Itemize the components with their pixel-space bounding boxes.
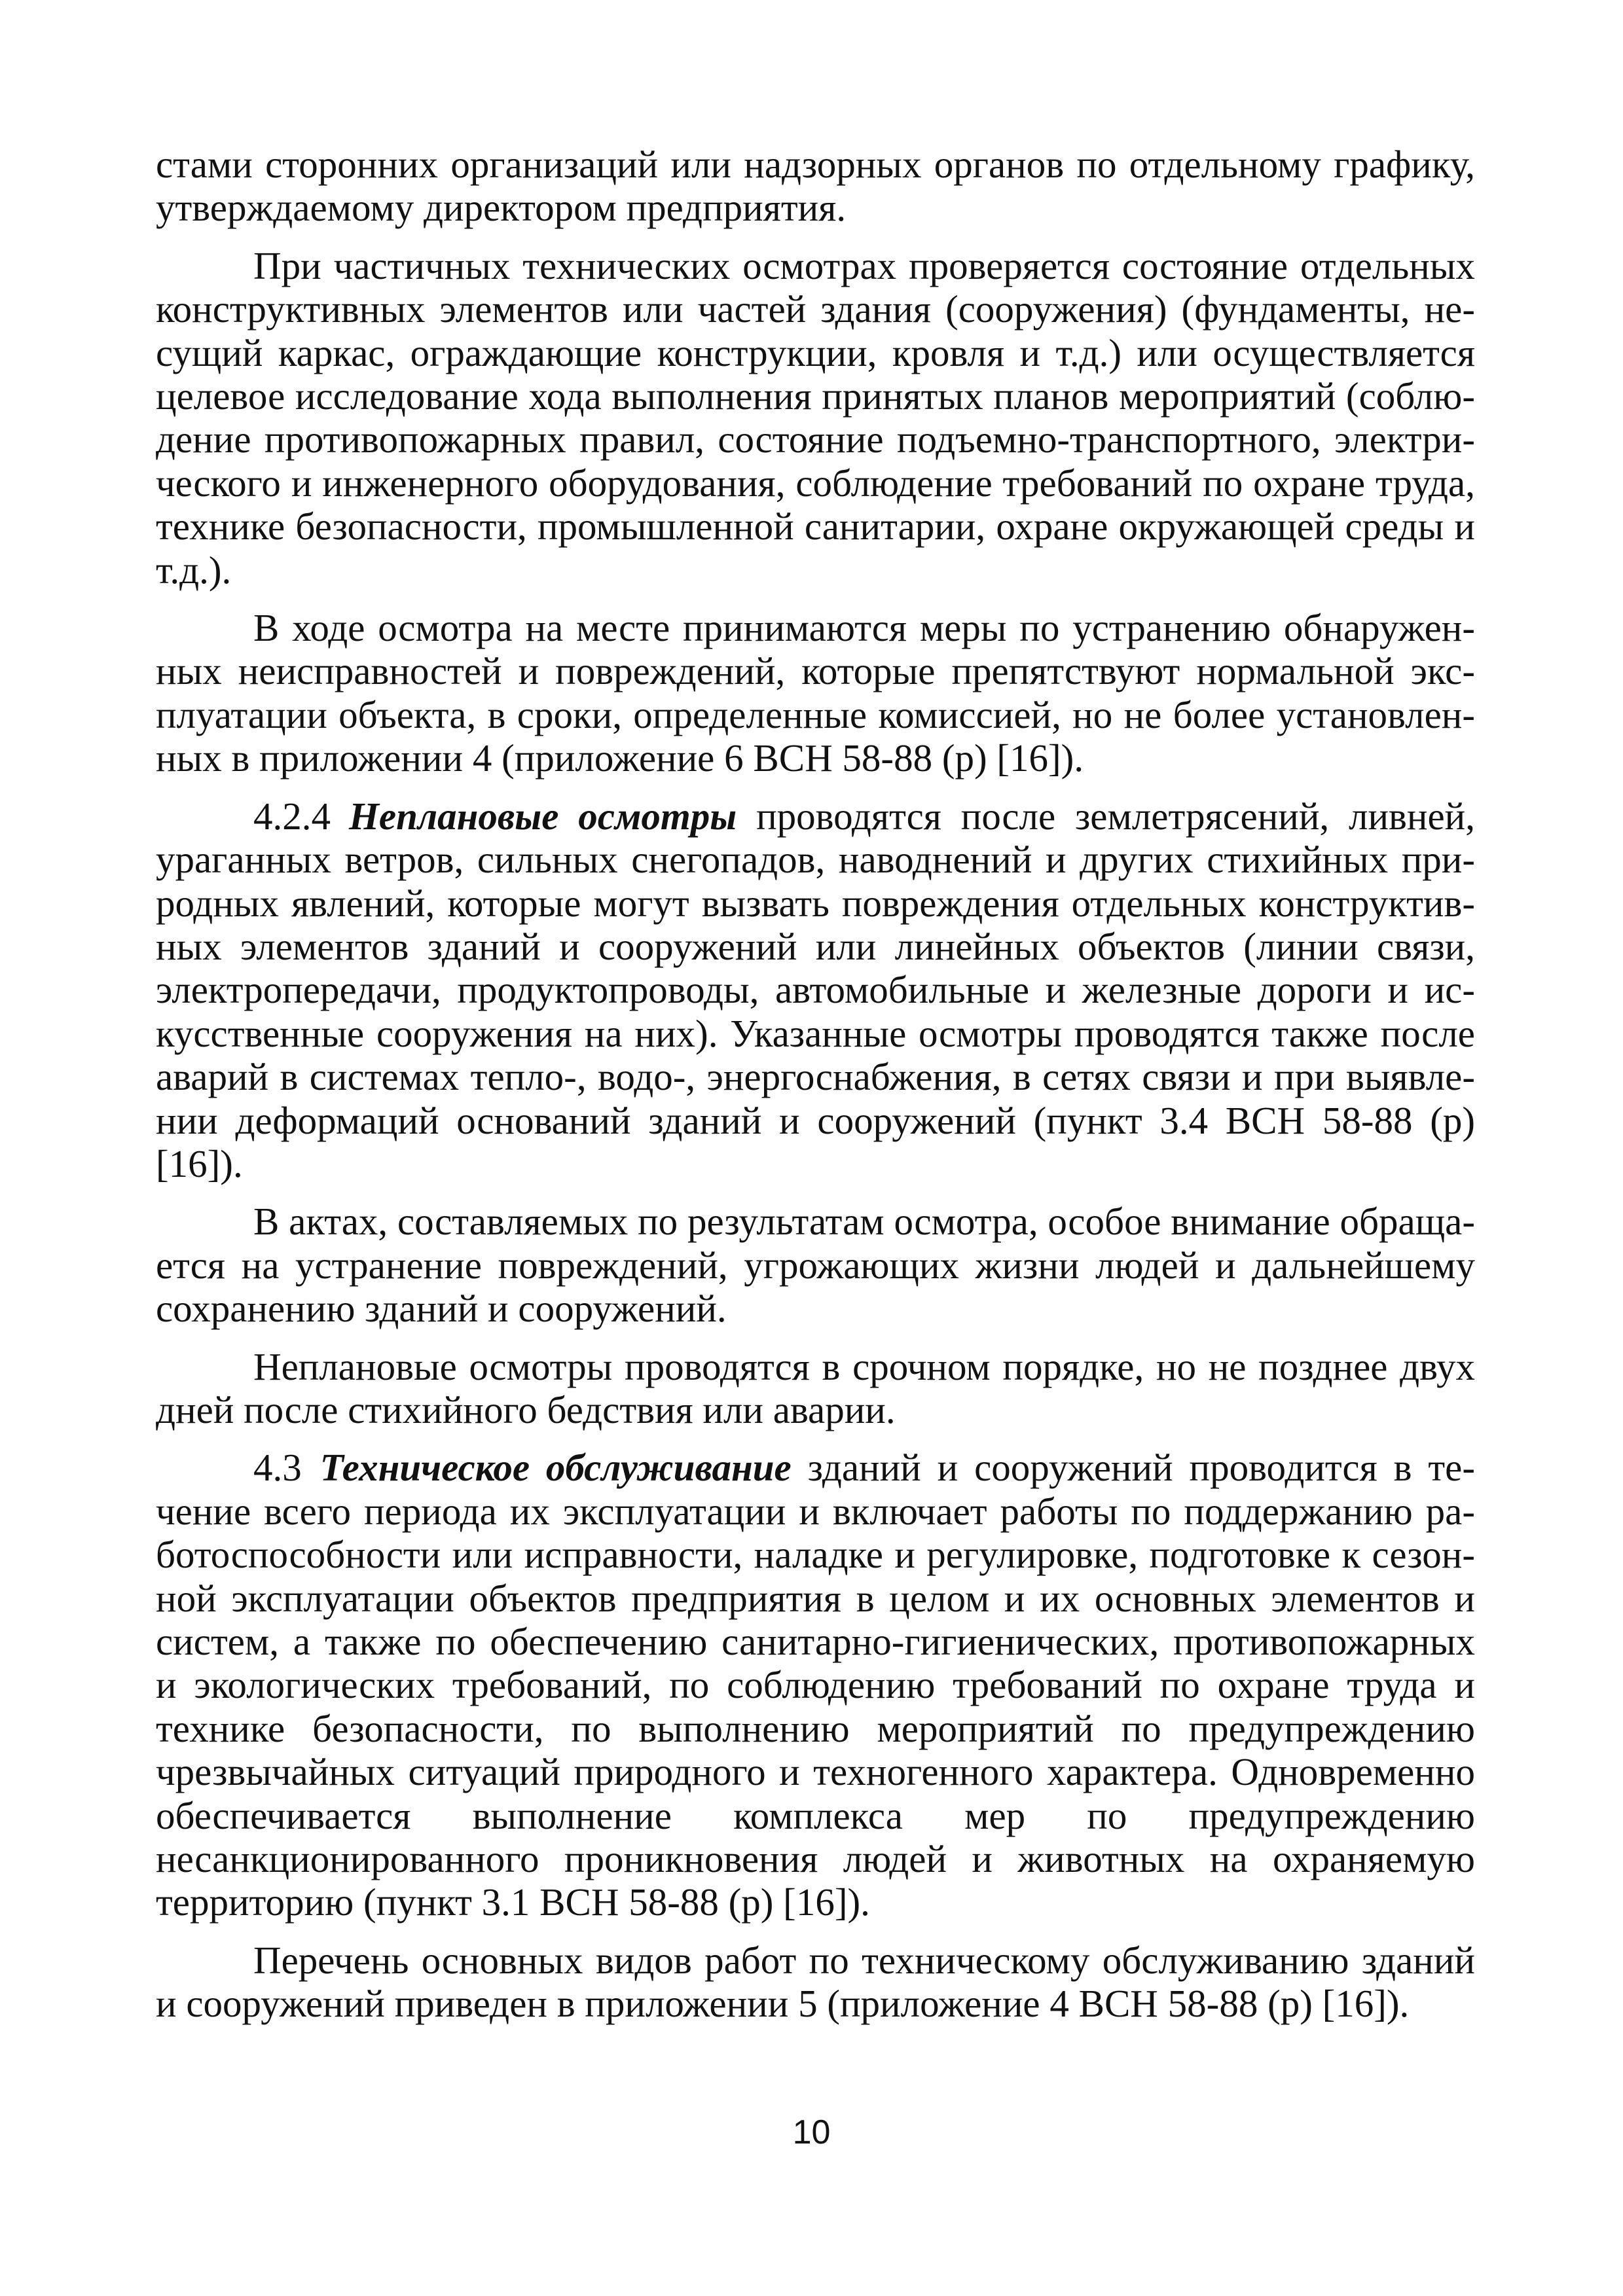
- paragraph-partial-inspections: [156, 244, 1475, 592]
- section-term: Техническое обслуживание: [319, 1446, 792, 1490]
- paragraph-text: Неплановые осмотры проводятся в срочном порядке, но не позднее двух дней после стихийного бедствия или аварии.: [156, 1344, 1475, 1431]
- section-4-2-4: [156, 795, 1475, 1186]
- paragraph-text: проводятся после землетрясений, ливней, ураганных ветров, сильных снегопадов, наводнений и других стихийных природных явлений, которые могут вызвать повреждения отдельных конструктивных элементов зданий и сооружений или линейных объектов (линии связи, электропередачи, продуктопроводы, автомобильные и железные дороги и искусственные сооружения на них). Указанные осмотры проводятся также после аварий в системах тепло-, водо-, энергоснабжения, в сетях связи и при выявлении деформаций оснований зданий и сооружений (пункт 3.4 ВСН 58-88 (р) [16]).: [156, 794, 1475, 1185]
- section-term: Неплановые осмотры: [349, 794, 737, 838]
- paragraph-text: В актах, составляемых по результатам осмотра, особое внимание обращается на устранение повреждений, угрожающих жизни людей и дальнейшему сохранению зданий и сооружений.: [156, 1200, 1475, 1331]
- section-number: 4.2.4: [253, 794, 331, 838]
- paragraph-inspection-acts: [156, 1200, 1475, 1330]
- paragraph-text: Перечень основных видов работ по техническому обслуживанию зданий и сооружений приведен в приложении 5 (приложение 4 ВСН 58-88 (р) [16]).: [156, 1938, 1475, 2026]
- paragraph-on-site-measures: [156, 606, 1475, 780]
- paragraph-text: стами сторонних организаций или надзорных органов по отдельному графику, утверждаемому директором предприятия.: [156, 143, 1475, 230]
- paragraph-urgent-inspections: [156, 1345, 1475, 1432]
- body-text: [156, 143, 1475, 2026]
- paragraph-text: зданий и сооружений проводится в течение всего периода их эксплуатации и включает работы по поддержанию работоспособности или исправности, наладке и регулировке, подготовке к сезонной эксплуатации объектов предприятия в целом и их основных элементов и систем, а также по обеспечению санитарно-гигиенических, противопожарных и экологических требований, по соблюдению требований по охране труда и технике безопасности, по выполнению мероприятий по предупреждению чрезвычайных ситуаций природного и техногенного характера. Одновременно обеспечивается выполнение комплекса мер по предупреждению несанкционированного проникновения людей и животных на охраняемую территорию (пункт 3.1 ВСН 58-88 (р) [16]).: [156, 1446, 1475, 1924]
- section-number: 4.3: [253, 1446, 302, 1490]
- paragraph-maintenance-list: [156, 1939, 1475, 2026]
- paragraph-text: При частичных технических осмотрах проверяется состояние отдельных конструктивных элементов или частей здания (сооружения) (фундаменты, несущий каркас, ограждающие конструкции, кровля и т.д.) или осуществляется целевое исследование хода выполнения принятых планов мероприятий (соблюдение противопожарных правил, состояние подъемно-транспортного, электрического и инженерного оборудования, соблюдение требований по охране труда, технике безопасности, промышленной санитарии, охране окружающей среды и т.д.).: [156, 243, 1475, 592]
- page-number: 10: [792, 2113, 831, 2151]
- section-4-3: [156, 1446, 1475, 1924]
- paragraph-text: В ходе осмотра на месте принимаются меры по устранению обнаруженных неисправностей и повреждений, которые препятствуют нормальной эксплуатации объекта, в сроки, определенные комиссией, но не более установленных в приложении 4 (приложение 6 ВСН 58-88 (р) [16]).: [156, 606, 1475, 780]
- paragraph-continuation: [156, 143, 1475, 230]
